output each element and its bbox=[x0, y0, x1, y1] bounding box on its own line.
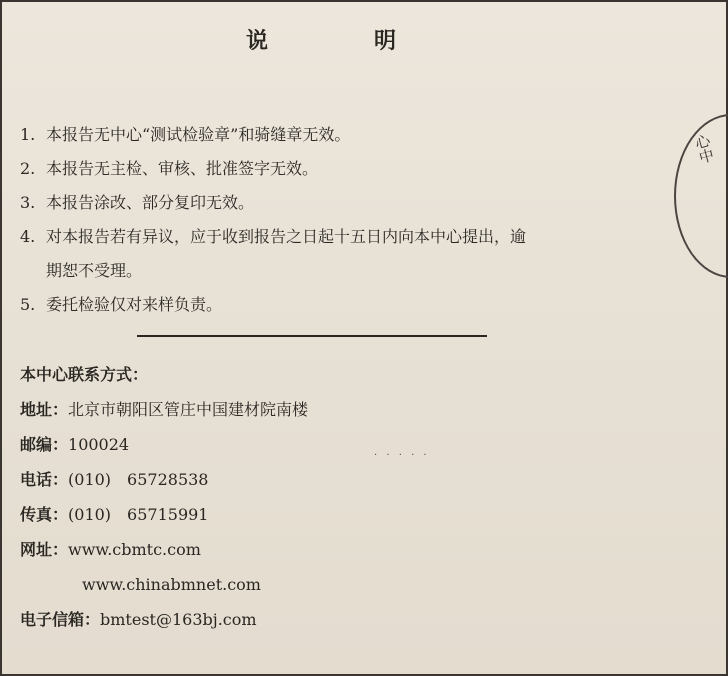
note-text: 本报告涂改、部分复印无效。 bbox=[46, 193, 255, 212]
fax-label: 传真： bbox=[20, 505, 69, 524]
note-text: 委托检验仅对来样负责。 bbox=[46, 295, 223, 314]
page-title: 说 明 bbox=[245, 28, 438, 54]
section-divider bbox=[137, 335, 487, 337]
note-item-3 bbox=[20, 186, 660, 220]
phone-label: 电话： bbox=[20, 470, 69, 489]
note-text: 本报告无主检、审核、批准签字无效。 bbox=[46, 159, 319, 178]
address-label: 地址： bbox=[20, 400, 69, 419]
note-item-2 bbox=[20, 152, 660, 186]
website-label: 网址： bbox=[20, 540, 69, 559]
contact-heading: 本中心联系方式： bbox=[20, 365, 149, 384]
note-item-4 bbox=[20, 220, 660, 254]
note-number: 5. bbox=[20, 295, 36, 314]
notes-list bbox=[20, 118, 660, 322]
phone-value: (010) 65728538 bbox=[68, 470, 209, 489]
note-number: 2. bbox=[20, 159, 36, 178]
address-value: 北京市朝阳区管庄中国建材院南楼 bbox=[68, 400, 309, 419]
email-link[interactable]: bmtest@163bj.com bbox=[100, 610, 257, 629]
postcode-value: 100024 bbox=[68, 435, 130, 454]
note-item-4-continuation: 期恕不受理。 bbox=[46, 261, 143, 280]
note-text: 对本报告若有异议，应于收到报告之日起十五日内向本中心提出，逾 bbox=[46, 227, 527, 246]
website-link-2[interactable]: www.chinabmnet.com bbox=[82, 575, 261, 594]
note-number: 1. bbox=[20, 125, 36, 144]
postcode-label: 邮编： bbox=[20, 435, 69, 454]
fax-value: (010) 65715991 bbox=[68, 505, 209, 524]
postcode-row bbox=[20, 427, 580, 462]
website-row-2 bbox=[20, 567, 580, 602]
fax-row bbox=[20, 497, 580, 532]
address-row bbox=[20, 392, 580, 427]
website-link-1[interactable]: www.cbmtc.com bbox=[68, 540, 201, 559]
note-item-1 bbox=[20, 118, 660, 152]
scan-specks: · · · · · bbox=[374, 450, 430, 461]
email-row bbox=[20, 602, 580, 637]
website-row bbox=[20, 532, 580, 567]
note-number: 3. bbox=[20, 193, 36, 212]
note-number: 4. bbox=[20, 227, 36, 246]
phone-row bbox=[20, 462, 580, 497]
contact-section bbox=[20, 357, 580, 637]
note-item-5 bbox=[20, 288, 660, 322]
note-text: 本报告无中心“测试检验章”和骑缝章无效。 bbox=[46, 125, 351, 144]
seal-stamp-text: 心中 bbox=[691, 131, 717, 166]
email-label: 电子信箱： bbox=[20, 610, 101, 629]
